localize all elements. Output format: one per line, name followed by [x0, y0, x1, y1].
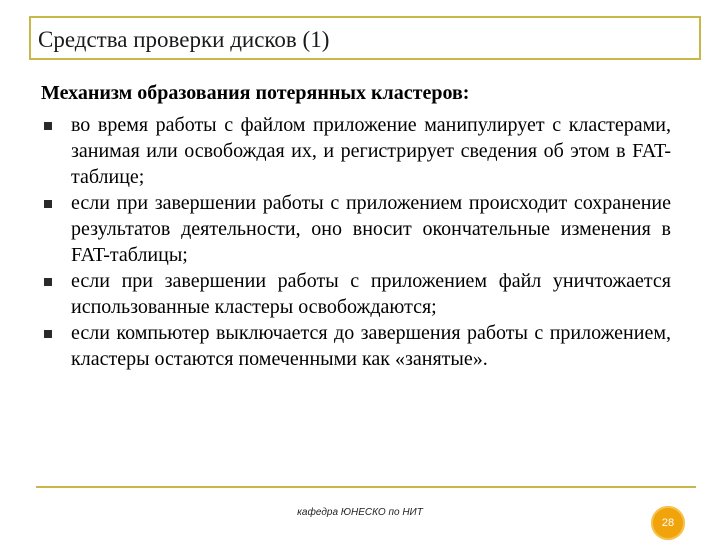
list-item-text: во время работы с файлом приложение манипулирует с кластерами, занимая или освобождая их, и регистрирует сведения об этом в FAT-таблице; [71, 114, 671, 188]
page-number: 28 [661, 517, 675, 529]
footer-rule [36, 486, 696, 488]
list-item [41, 268, 671, 320]
list-item-text: если при завершении работы с приложением происходит сохранение результатов деятельности, оно вносит окончательные изменения в FAT-таблицы; [71, 192, 671, 266]
title-frame-top-rule [29, 16, 701, 18]
footer-caption: кафедра ЮНЕСКО по НИТ [297, 507, 423, 518]
section-heading: Механизм образования потерянных кластеров: [41, 82, 470, 104]
list-item [41, 320, 671, 372]
slide-title: Средства проверки дисков (1) [38, 27, 330, 52]
bullet-list [41, 112, 671, 372]
title-frame-right-rule [699, 16, 701, 60]
list-item [41, 112, 671, 190]
square-bullet-icon [44, 330, 52, 338]
square-bullet-icon [44, 278, 52, 286]
square-bullet-icon [44, 200, 52, 208]
list-item [41, 190, 671, 268]
title-underline-rule [29, 58, 701, 60]
title-frame-left-rule [29, 16, 31, 60]
page-number-badge [651, 506, 685, 540]
list-item-text: если при завершении работы с приложением файл уничтожается использованные кластеры освобождаются; [71, 270, 671, 318]
square-bullet-icon [44, 122, 52, 130]
list-item-text: если компьютер выключается до завершения работы с приложением, кластеры остаются помеченными как «занятые». [71, 322, 671, 370]
